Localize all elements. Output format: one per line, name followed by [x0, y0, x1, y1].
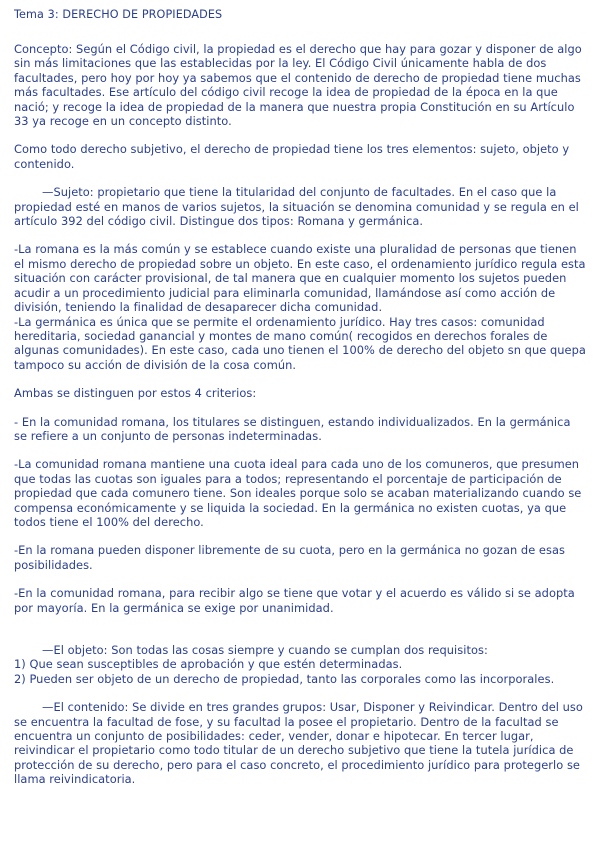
paragraph-criterio-3: -En la romana pueden disponer libremente de su cuota, pero en la germánica no gozan de esas posibilidades.	[14, 543, 565, 572]
comunidad-types	[14, 242, 587, 372]
paragraph-criterio-2: -La comunidad romana mantiene una cuota ideal para cada uno de los comuneros, que presumen que todas las cuotas son iguales para a todos; representando el porcentaje de participación de propiedad que cada comunero tiene. Son ideales porque solo se acaban materializando cuando se compensa económicamente y se liquida la sociedad. En la germánica no existen cuotas, ya que todos tiene el 100% del derecho.	[14, 457, 582, 529]
paragraph-objeto: —El objeto: Son todas las cosas siempre y cuando se cumplan dos requisitos:	[42, 643, 488, 657]
objeto-section	[14, 643, 587, 686]
requisito-1: 1) Que sean susceptibles de aprobación y que estén determinadas.	[14, 657, 403, 672]
paragraph-criterio-1: - En la comunidad romana, los titulares se distinguen, estando individualizados. En la germánica se refiere a un conjunto de personas indeterminadas.	[14, 414, 571, 443]
paragraph-germanica: -La germánica es única que se permite el ordenamiento jurídico. Hay tres casos: comunidad hereditaria, sociedad ganancial y montes de mano común( recogidos en derechos forales de algunas comunidades). En este caso, cada uno tienen el 100% de derecho del objeto sn que quepa tampoco su acción de división de la cosa común.	[14, 314, 586, 372]
document-title: Tema 3: DERECHO DE PROPIEDADES	[14, 8, 223, 21]
paragraph-criterio-4: -En la comunidad romana, para recibir algo se tiene que votar y el acuerdo es válido si se adopta por mayoría. En la germánica se exige por unanimidad.	[14, 586, 575, 615]
paragraph-concepto: Concepto: Según el Código civil, la propiedad es el derecho que hay para gozar y disponer de algo sin más limitaciones que las establecidas por la ley. El Código Civil únicamente habla de dos facultades, pero hoy por hoy ya sabemos que el contenido de derecho de propiedad tiene muchas más facultades. Ese artículo del código civil recoge la idea de propiedad de la época en la que nació; y recoge la idea de propiedad de la manera que nuestra propia Constitución en su Artículo 33 ya recoge en un concepto distinto.	[14, 42, 582, 129]
paragraph-criterios: Ambas se distinguen por estos 4 criterios:	[14, 386, 257, 401]
paragraph-sujeto: —Sujeto: propietario que tiene la titularidad del conjunto de facultades. En el caso que la propiedad esté en manos de varios sujetos, la situación se denomina comunidad y se regula en el artículo 392 del código civil. Distingue dos tipos: Romana y germánica.	[14, 185, 579, 229]
paragraph-romana: -La romana es la más común y se establece cuando existe una pluralidad de personas que tienen el mismo derecho de propiedad sobre un objeto. En este caso, el ordenamiento jurídico regula esta situación con carácter provisional, de tal manera que en cualquier momento los sujetos pueden acudir a un procedimiento judicial para eliminarla comunidad, llamándose así como acción de división, teniendo la finalidad de desaparecer dicha comunidad.	[14, 242, 586, 315]
paragraph-contenido: —El contenido: Se divide en tres grandes grupos: Usar, Disponer y Reivindicar. Dentro del uso se encuentra la facultad de fose, y su facultad la posee el propietario. Dentro de la facultad se encuentra un conjunto de posibilidades: ceder, vender, donar e hipotecar. En tercer lugar, reivindicar el propietario como todo titular de un derecho subjetivo que tiene la tutela jurídica de protección de su derecho, pero para el caso concreto, el procedimiento jurídico para protegerlo se llama reivindicatoria.	[14, 700, 583, 787]
paragraph-elementos: Como todo derecho subjetivo, el derecho de propiedad tiene los tres elementos: sujeto, objeto y contenido.	[14, 142, 570, 171]
requisito-2: 2) Pueden ser objeto de un derecho de propiedad, tanto las corporales como las incorporales.	[14, 671, 555, 686]
